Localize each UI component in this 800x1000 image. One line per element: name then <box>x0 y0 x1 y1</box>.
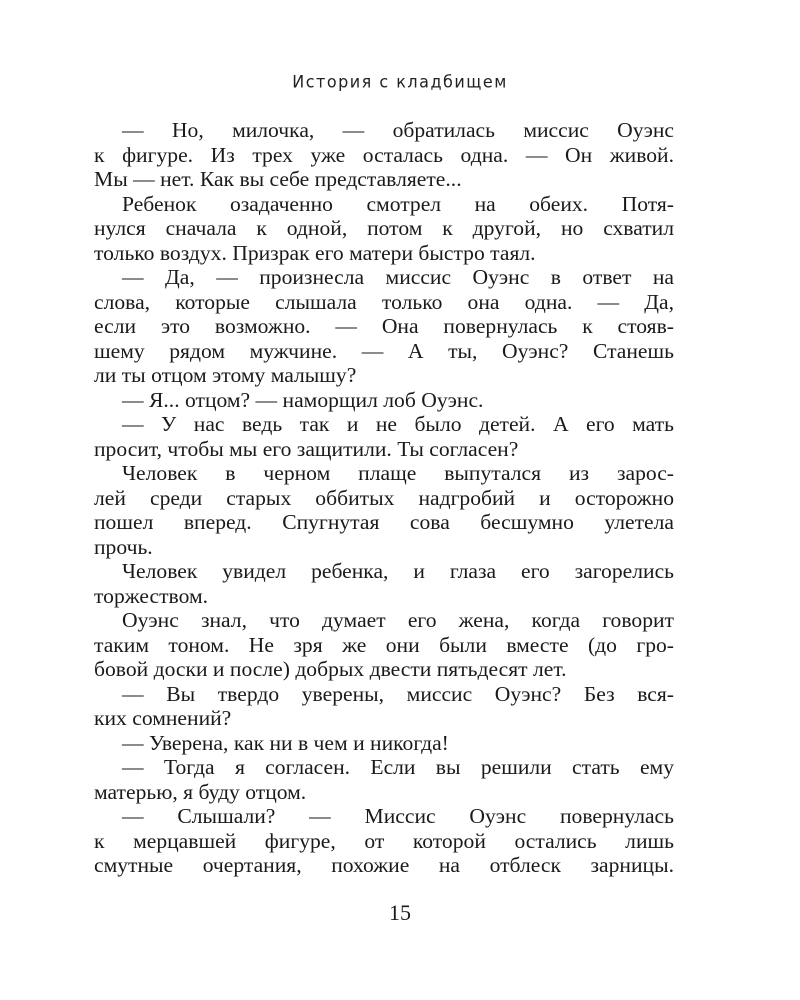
text-line: просит, чтобы мы его защитили. Ты согласен? <box>94 436 519 461</box>
text-line: смутные очертания, похожие на отблеск зарницы. <box>94 853 674 877</box>
text-line: ли ты отцом этому малышу? <box>94 363 357 387</box>
text-line: Оуэнс знал, что думает его жена, когда говорит <box>122 608 674 632</box>
text-line: слова, которые слышала только она одна. — Да, <box>94 289 674 314</box>
text-line: — Я... отцом? — наморщил лоб Оуэнс. <box>122 387 484 412</box>
text-line: матерью, я буду отцом. <box>94 779 307 804</box>
text-line: — У нас ведь так и не было детей. А его мать <box>122 412 674 436</box>
text-line: лей среди старых оббитых надгробий и осторожно <box>94 485 674 510</box>
text-line: если это возможно. — Она повернулась к стояв- <box>94 314 674 338</box>
text-line: пошел вперед. Спугнутая сова бесшумно улетела <box>94 510 674 534</box>
text-line: — Но, милочка, — обратилась миссис Оуэнс <box>122 118 674 142</box>
text-line: Ребенок озадаченно смотрел на обеих. Потя- <box>122 191 674 216</box>
text-line: таким тоном. Не зря же они были вместе (до гро- <box>94 632 674 657</box>
text-line: — Слышали? — Миссис Оуэнс повернулась <box>122 804 674 828</box>
text-line: — Да, — произнесла миссис Оуэнс в ответ на <box>122 265 674 289</box>
text-line: бовой доски и после) добрых двести пятьдесят лет. <box>94 657 567 681</box>
text-line: — Уверена, как ни в чем и никогда! <box>122 730 449 755</box>
text-line: Человек увидел ребенка, и глаза его загорелись <box>122 559 674 583</box>
running-header <box>0 72 800 91</box>
text-line: к мерцавшей фигуре, от которой остались лишь <box>94 828 674 853</box>
running-title: История с кладбищем <box>292 71 508 92</box>
text-line: к фигуре. Из трех уже осталась одна. — Он живой. <box>94 142 674 167</box>
page-number: 15 <box>389 900 411 925</box>
text-line: — Вы твердо уверены, миссис Оуэнс? Без вся- <box>122 681 674 706</box>
text-line: Человек в черном плаще выпутался из зарос- <box>122 461 674 485</box>
text-line: нулся сначала к одной, потом к другой, но схватил <box>94 216 674 240</box>
body-text <box>94 118 674 878</box>
text-line: прочь. <box>94 534 153 559</box>
text-line: только воздух. Призрак его матери быстро таял. <box>94 240 536 265</box>
text-line: — Тогда я согласен. Если вы решили стать ему <box>122 755 674 779</box>
text-line: ких сомнений? <box>94 706 232 730</box>
text-line: шему рядом мужчине. — А ты, Оуэнс? Станешь <box>94 338 674 363</box>
text-line: Мы — нет. Как вы себе представляете... <box>94 167 462 191</box>
text-line: торжеством. <box>94 583 209 608</box>
